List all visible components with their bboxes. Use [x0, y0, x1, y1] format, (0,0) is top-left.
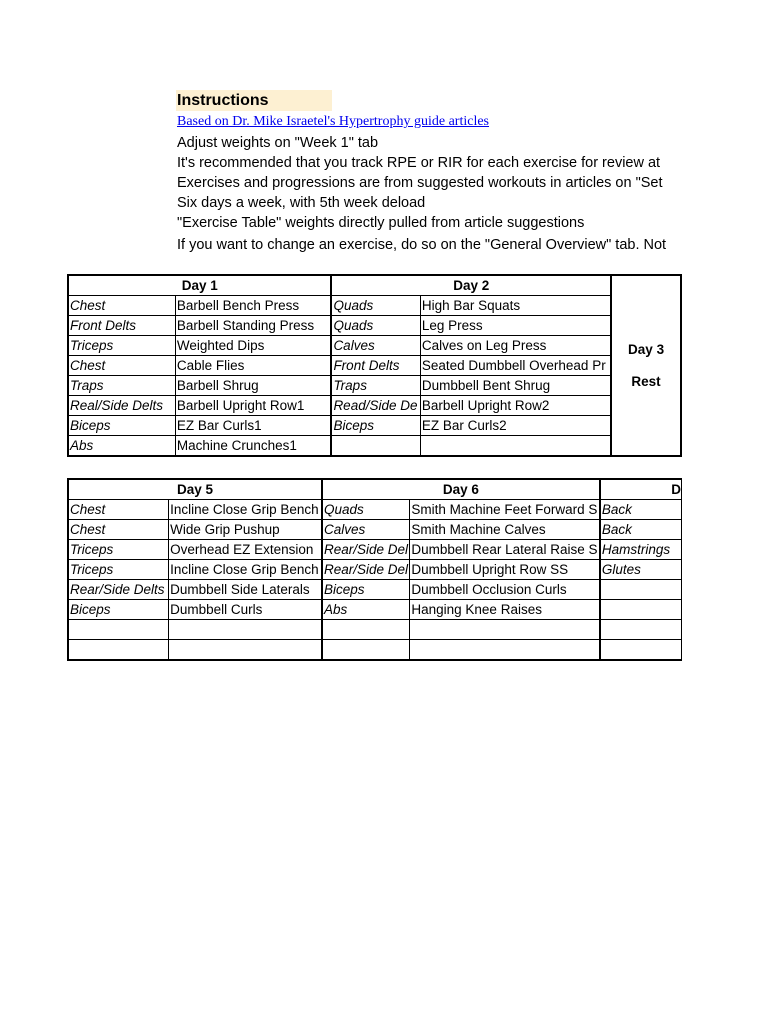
- cell[interactable]: Back: [600, 520, 682, 540]
- day-6-header: Day 6: [322, 479, 600, 500]
- instruction-line: If you want to change an exercise, do so on the "General Overview" tab. Not: [177, 237, 667, 253]
- cell[interactable]: Traps: [331, 376, 420, 396]
- cell[interactable]: [68, 620, 169, 640]
- cell[interactable]: EZ Bar Curls2: [420, 416, 611, 436]
- table-row: [68, 336, 681, 356]
- cell[interactable]: Chest: [68, 520, 169, 540]
- cell[interactable]: [410, 620, 600, 640]
- cell[interactable]: Dumbbell Rear Lateral Raise S: [410, 540, 600, 560]
- cell[interactable]: Wide Grip Pushup: [169, 520, 322, 540]
- table-row: [68, 376, 681, 396]
- cell[interactable]: Real/Side Delts: [68, 396, 175, 416]
- cell[interactable]: Back: [600, 500, 682, 520]
- cell[interactable]: [420, 436, 611, 457]
- cell[interactable]: Quads: [331, 316, 420, 336]
- table-row: [68, 600, 682, 620]
- day-3-rest-cell: [611, 275, 681, 456]
- workout-table-days-1-3: [67, 274, 682, 457]
- day-3-header: Day 3: [628, 341, 665, 357]
- day-2-header: Day 2: [331, 275, 611, 296]
- cell[interactable]: [169, 620, 322, 640]
- workout-table-days-5-7: [67, 478, 682, 661]
- table-row: [68, 580, 682, 600]
- cell[interactable]: Quads: [331, 296, 420, 316]
- cell[interactable]: Leg Press: [420, 316, 611, 336]
- cell[interactable]: Machine Crunches1: [175, 436, 331, 457]
- table-row: [68, 500, 682, 520]
- cell[interactable]: Quads: [322, 500, 410, 520]
- cell[interactable]: Barbell Upright Row2: [420, 396, 611, 416]
- instruction-line: Exercises and progressions are from suggested workouts in articles on "Set: [177, 175, 663, 191]
- cell[interactable]: Seated Dumbbell Overhead Pr: [420, 356, 611, 376]
- table-row: [68, 640, 682, 661]
- cell[interactable]: Front Delts: [68, 316, 175, 336]
- cell[interactable]: Smith Machine Calves: [410, 520, 600, 540]
- table-row: [68, 316, 681, 336]
- table-row: [68, 356, 681, 376]
- cell[interactable]: Barbell Bench Press: [175, 296, 331, 316]
- cell[interactable]: Rear/Side Del: [322, 560, 410, 580]
- table-row: [68, 436, 681, 457]
- table-row: [68, 540, 682, 560]
- table-header-row: [68, 275, 681, 296]
- cell[interactable]: [600, 580, 682, 600]
- table-row: [68, 296, 681, 316]
- cell[interactable]: [322, 620, 410, 640]
- cell[interactable]: Abs: [322, 600, 410, 620]
- instruction-line: Adjust weights on "Week 1" tab: [177, 135, 379, 151]
- cell[interactable]: Weighted Dips: [175, 336, 331, 356]
- day-1-header: Day 1: [68, 275, 331, 296]
- article-link[interactable]: Based on Dr. Mike Israetel's Hypertrophy guide articles: [177, 114, 489, 129]
- table-row: [68, 620, 682, 640]
- cell[interactable]: Read/Side De: [331, 396, 420, 416]
- instruction-line: Six days a week, with 5th week deload: [177, 195, 426, 211]
- cell[interactable]: Abs: [68, 436, 175, 457]
- cell[interactable]: High Bar Squats: [420, 296, 611, 316]
- cell[interactable]: [169, 640, 322, 661]
- instructions-title: Instructions: [176, 90, 332, 111]
- cell[interactable]: Glutes: [600, 560, 682, 580]
- cell[interactable]: Biceps: [331, 416, 420, 436]
- cell[interactable]: Incline Close Grip Bench: [169, 560, 322, 580]
- cell[interactable]: Rear/Side Del: [322, 540, 410, 560]
- cell[interactable]: Biceps: [322, 580, 410, 600]
- cell[interactable]: Triceps: [68, 560, 169, 580]
- cell[interactable]: Rear/Side Delts: [68, 580, 169, 600]
- day-5-header: Day 5: [68, 479, 322, 500]
- cell[interactable]: Dumbbell Curls: [169, 600, 322, 620]
- cell[interactable]: Calves on Leg Press: [420, 336, 611, 356]
- cell[interactable]: Barbell Upright Row1: [175, 396, 331, 416]
- cell[interactable]: Barbell Shrug: [175, 376, 331, 396]
- cell[interactable]: [68, 640, 169, 661]
- cell[interactable]: Hamstrings: [600, 540, 682, 560]
- cell[interactable]: Traps: [68, 376, 175, 396]
- instruction-line: "Exercise Table" weights directly pulled from article suggestions: [177, 215, 585, 231]
- table-row: [68, 396, 681, 416]
- cell[interactable]: [600, 600, 682, 620]
- cell[interactable]: Dumbbell Side Laterals: [169, 580, 322, 600]
- cell[interactable]: Chest: [68, 500, 169, 520]
- cell[interactable]: [600, 620, 682, 640]
- cell[interactable]: Front Delts: [331, 356, 420, 376]
- cell[interactable]: Triceps: [68, 336, 175, 356]
- cell[interactable]: [410, 640, 600, 661]
- table-row: [68, 560, 682, 580]
- cell[interactable]: Dumbbell Upright Row SS: [410, 560, 600, 580]
- cell[interactable]: Cable Flies: [175, 356, 331, 376]
- instruction-line: It's recommended that you track RPE or RIR for each exercise for review at: [177, 155, 661, 171]
- cell[interactable]: Hanging Knee Raises: [410, 600, 600, 620]
- cell[interactable]: [331, 436, 420, 457]
- cell[interactable]: Barbell Standing Press: [175, 316, 331, 336]
- cell[interactable]: Biceps: [68, 600, 169, 620]
- cell[interactable]: Overhead EZ Extension: [169, 540, 322, 560]
- table-row: [68, 520, 682, 540]
- day-7-header: D: [600, 479, 682, 500]
- cell[interactable]: Calves: [331, 336, 420, 356]
- cell[interactable]: Dumbbell Occlusion Curls: [410, 580, 600, 600]
- cell[interactable]: [600, 640, 682, 661]
- cell[interactable]: EZ Bar Curls1: [175, 416, 331, 436]
- cell[interactable]: Calves: [322, 520, 410, 540]
- cell[interactable]: Smith Machine Feet Forward S: [410, 500, 600, 520]
- cell[interactable]: Biceps: [68, 416, 175, 436]
- cell[interactable]: [322, 640, 410, 661]
- table-row: [68, 416, 681, 436]
- cell[interactable]: Chest: [68, 296, 175, 316]
- day-3-rest-label: Rest: [631, 373, 661, 389]
- cell[interactable]: Dumbbell Bent Shrug: [420, 376, 611, 396]
- cell[interactable]: Chest: [68, 356, 175, 376]
- cell[interactable]: Triceps: [68, 540, 169, 560]
- cell[interactable]: Incline Close Grip Bench: [169, 500, 322, 520]
- table-header-row: [68, 479, 682, 500]
